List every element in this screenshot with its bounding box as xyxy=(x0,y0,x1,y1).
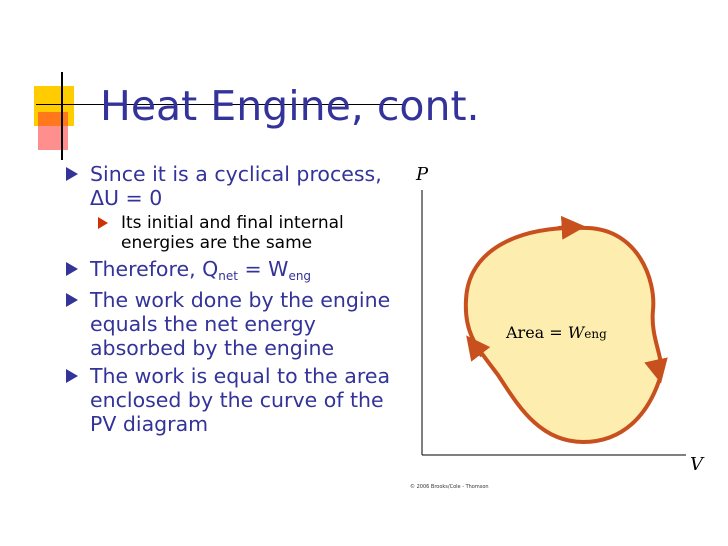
area-label-w: W xyxy=(567,323,585,342)
bullet-item xyxy=(66,162,406,210)
area-label-prefix: Area = xyxy=(506,323,568,342)
bullet-marker-icon xyxy=(66,167,78,181)
area-label-sub: eng xyxy=(584,327,607,341)
sub-bullet-marker-icon xyxy=(98,217,108,229)
bullet-text: The work done by the engine equals the net energy absorbed by the engine xyxy=(90,288,391,360)
p-axis-label: P xyxy=(416,164,429,185)
bullet-marker-icon xyxy=(66,369,78,383)
vertical-rule-decoration xyxy=(61,72,63,160)
red-square-decoration xyxy=(38,112,68,150)
copyright-credit: © 2006 Brooks/Cole - Thomson xyxy=(410,484,489,490)
bullet-text: The work is equal to the area enclosed by the curve of the PV diagram xyxy=(90,364,391,436)
bullet-item xyxy=(66,288,406,360)
direction-arrow-top xyxy=(558,227,576,228)
bullet-marker-icon xyxy=(66,262,78,276)
bullet-text-pre: Therefore, Q xyxy=(90,257,219,281)
bullet-item xyxy=(66,364,406,436)
bullet-text: Since it is a cyclical process, ΔU = 0 xyxy=(90,162,382,210)
subscript-net: net xyxy=(218,269,238,283)
sub-bullet-text: Its initial and final internal energies are the same xyxy=(121,213,344,253)
bullet-item xyxy=(66,257,406,284)
bullet-list xyxy=(66,162,406,440)
pv-diagram xyxy=(398,160,718,500)
v-axis-label: V xyxy=(690,454,703,475)
slide-title: Heat Engine, cont. xyxy=(100,82,480,130)
sub-bullet-item xyxy=(66,213,406,253)
subscript-eng: eng xyxy=(288,269,312,283)
bullet-marker-icon xyxy=(66,293,78,307)
bullet-text-mid: = W xyxy=(237,257,289,281)
